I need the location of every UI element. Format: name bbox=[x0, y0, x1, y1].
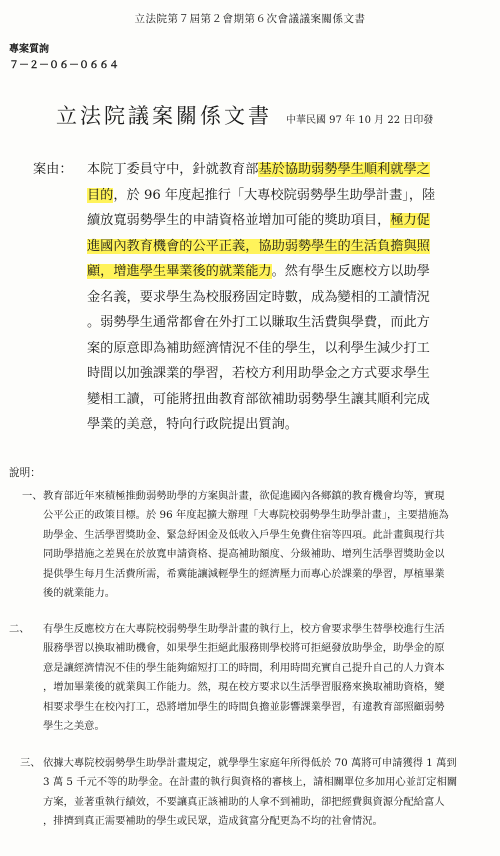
highlighted-text: 進國內教育機會的公平正義，協助弱勢學生的生活負擔與照 bbox=[87, 238, 430, 254]
reason-line bbox=[87, 208, 430, 234]
title-row bbox=[56, 100, 433, 130]
reason-line bbox=[87, 157, 430, 183]
explanation-line: 公平公正的政策目標。於 96 年度起擴大辦理「大專院校弱勢學生助學計畫」，主要措施為 bbox=[43, 509, 449, 522]
highlighted-text: 目的 bbox=[87, 187, 114, 203]
explanation-line: 後的就業能力。 bbox=[43, 587, 116, 599]
reason-line bbox=[87, 285, 430, 311]
reason-line bbox=[87, 336, 430, 362]
explanation-title: 說明： bbox=[9, 467, 41, 479]
document-title: 立法院議案關係文書 bbox=[56, 104, 272, 128]
highlighted-text: 顧，增進學生畢業後的就業能力 bbox=[87, 264, 272, 279]
reason-line bbox=[87, 412, 298, 438]
explanation-line: ，排擠到真正需要補助的學生或民眾，造成貧富分配更為不均的社會情況。 bbox=[43, 815, 383, 828]
reason-text: 時間以加強課業的學習，若校方利用助學金之方式要求學生 bbox=[87, 366, 430, 381]
reason-text: 續放寬弱勢學生的申請資格並增加可能的獎助項目， bbox=[87, 213, 391, 228]
item-number: 三、 bbox=[20, 757, 41, 769]
reason-text: ，於 96 年度起推行「大專校院弱勢學生助學計畫」，陸 bbox=[113, 187, 436, 203]
print-date: 中華民國 97 年 10 月 22 日印發 bbox=[286, 115, 434, 126]
document-header: 立法院第７屆第２會期第６次會議議案關係文書 bbox=[134, 13, 366, 25]
reason-line bbox=[87, 234, 430, 260]
item-number: 二、 bbox=[9, 623, 30, 635]
reason-text: 本院丁委員守中，針就教育部 bbox=[87, 162, 259, 177]
explanation-line: 相要求學生在校內打工，恐將增加學生的時間負擔並影響課業學習，有違教育部照顧弱勢 bbox=[43, 700, 445, 713]
reason-text: 學業的美意，特向行政院提出質詢。 bbox=[87, 417, 298, 432]
inquiry-type-label: 專案質詢 bbox=[9, 44, 49, 55]
reason-line bbox=[87, 387, 430, 413]
explanation-line: 提供學生每月生活費所需，希冀能讓減輕學生的經濟壓力而專心於課業的學習，厚植畢業 bbox=[43, 567, 445, 580]
reason-line bbox=[87, 361, 430, 387]
reason-text: 。然有學生反應校方以助學 bbox=[271, 264, 430, 279]
reason-line bbox=[87, 310, 430, 336]
explanation-line: 3 萬 5 千元不等的助學金。在計畫的執行與資格的審核上，請相關單位多加用心並訂定相關 bbox=[43, 776, 458, 789]
explanation-line: 學生之美意。 bbox=[43, 720, 105, 732]
reason-text: 金名義，要求學生為校服務固定時數，成為變相的工讀情況 bbox=[87, 289, 430, 305]
item-number: 一、 bbox=[22, 490, 43, 502]
reason-line bbox=[87, 259, 430, 285]
explanation-line: 方案，並著重執行績效，不要讓真正該補助的人拿不到補助，卻把經費與資源分配給富人 bbox=[43, 795, 445, 808]
reason-line bbox=[87, 183, 435, 209]
reason-text: 。弱勢學生通常都會在外打工以賺取生活費與學費，而此方 bbox=[87, 315, 430, 330]
explanation-line: 同助學措施之差異在於放寬申請資格、提高補助額度、分級補助、增列生活學習獎助金以 bbox=[43, 548, 445, 561]
explanation-line: 有學生反應校方在大專院校弱勢學生助學計畫的執行上，校方會要求學生替學校進行生活 bbox=[43, 623, 445, 635]
explanation-line: 教育部近年來積極推動弱勢助學的方案與計畫，欲促進國內各鄉鎮的教育機會均等，實現 bbox=[43, 490, 445, 502]
explanation-line: ，增加畢業後的就業與工作能力。然，現在校方要求以生活學習服務來換取補助資格，變 bbox=[43, 681, 445, 694]
document-meta bbox=[9, 42, 119, 74]
highlighted-text: 極力促 bbox=[390, 213, 430, 228]
highlighted-text: 基於協助弱勢學生順利就學之 bbox=[258, 162, 430, 177]
document-code: ７－２－０６－０６６４ bbox=[9, 60, 119, 71]
reason-text: 案的原意即為補助經濟情況不佳的學生，以利學生減少打工 bbox=[87, 340, 430, 356]
explanation-line: 依據大專院校弱勢學生助學計畫規定，就學學生家庭年所得低於 70 萬將可申請獲得 1 萬到 bbox=[43, 757, 457, 769]
explanation-line: 助學金、生活學習獎助金、緊急紓困金及低收入戶學生免費住宿等四項。此計畫與現行共 bbox=[43, 528, 445, 541]
reason-text: 變相工讀，可能將扭曲教育部欲補助弱勢學生讓其順利完成 bbox=[87, 391, 430, 407]
explanation-line: 意是讓經濟情況不佳的學生能夠縮短打工的時間，利用時間充實自己提升自己的人力資本 bbox=[43, 661, 445, 674]
explanation-line: 服務學習以換取補助機會，如果學生拒絕此服務則學校將可拒絕發放助學金，助學金的原 bbox=[43, 642, 445, 655]
reason-label: 案由： bbox=[33, 162, 73, 177]
